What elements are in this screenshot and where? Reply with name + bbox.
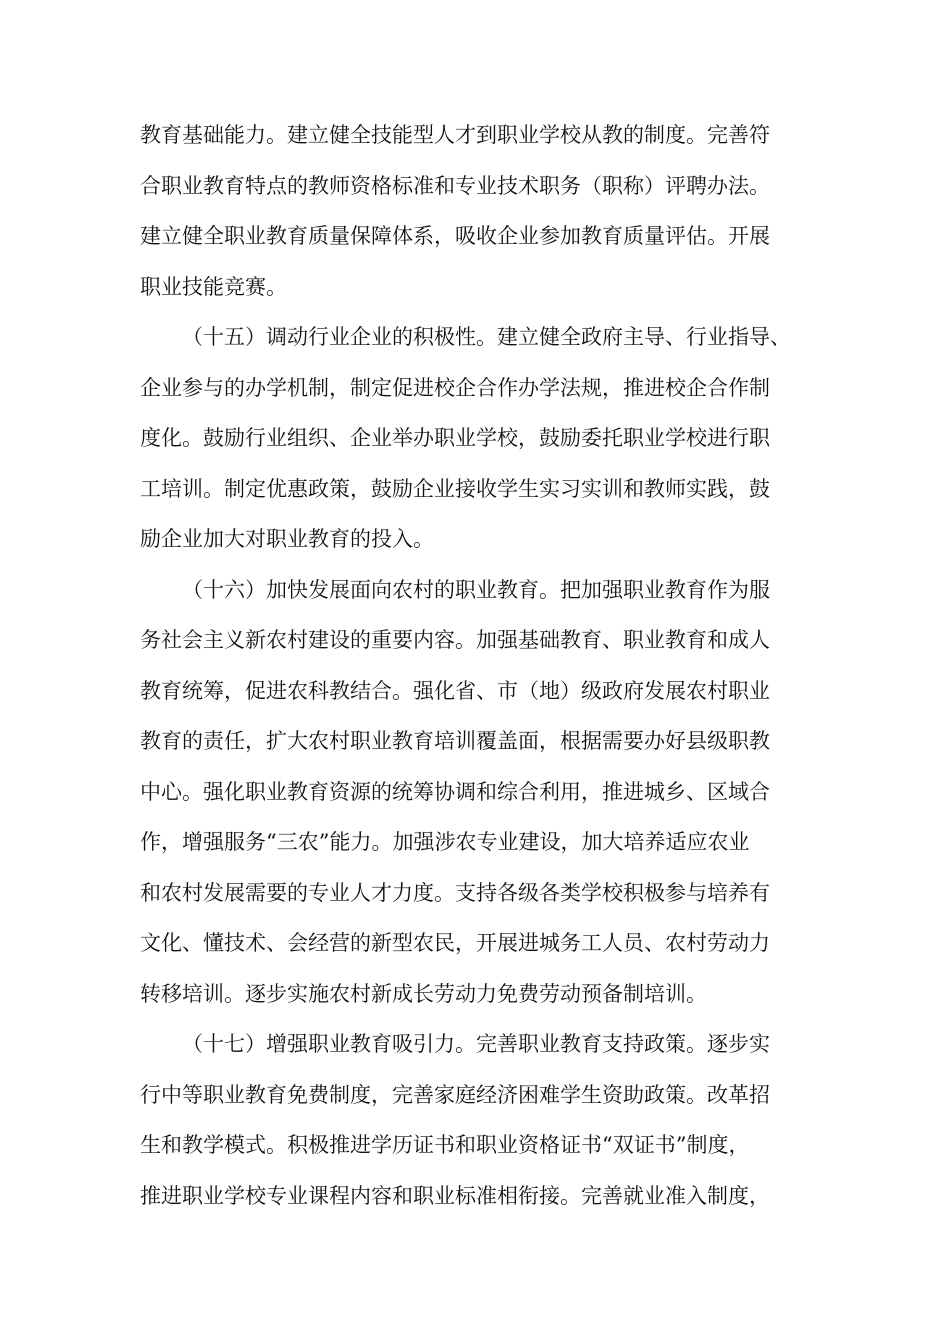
text-line: 工培训。制定优惠政策，鼓励企业接收学生实习实训和教师实践，鼓 (140, 476, 770, 501)
document-body (140, 110, 830, 1221)
paragraph-item-15 (140, 312, 830, 565)
text-line: 转移培训。逐步实施农村新成长劳动力免费劳动预备制培训。 (140, 981, 707, 1006)
text-line: 和农村发展需要的专业人才力度。支持各级各类学校积极参与培养有 (140, 880, 770, 905)
paragraph-continuation (140, 110, 830, 312)
paragraph-item-17 (140, 1019, 830, 1221)
text-line: 度化。鼓励行业组织、企业举办职业学校，鼓励委托职业学校进行职 (140, 426, 770, 450)
text-line: 教育统筹，促进农科教结合。强化省、市（地）级政府发展农村职业 (140, 678, 770, 703)
text-line: （十五）调动行业企业的积极性。建立健全政府主导、行业指导、 (182, 325, 791, 349)
text-line: 建立健全职业教育质量保障体系，吸收企业参加教育质量评估。开展 (140, 224, 770, 248)
text-line: 行中等职业教育免费制度，完善家庭经济困难学生资助政策。改革招 (140, 1082, 770, 1107)
text-line: 合职业教育特点的教师资格标准和专业技术职务（职称）评聘办法。 (140, 173, 770, 198)
text-line: 企业参与的办学机制，制定促进校企合作办学法规，推进校企合作制 (140, 375, 770, 400)
text-line: 教育基础能力。建立健全技能型人才到职业学校从教的制度。完善符 (140, 123, 770, 147)
text-line: 励企业加大对职业教育的投入。 (140, 527, 434, 551)
text-line: 务社会主义新农村建设的重要内容。加强基础教育、职业教育和成人 (140, 628, 770, 652)
text-line: （十七）增强职业教育吸引力。完善职业教育支持政策。逐步实 (182, 1032, 770, 1056)
text-line: 作，增强服务“三农”能力。加强涉农专业建设，加大培养适应农业 (140, 830, 750, 854)
text-line: 中心。强化职业教育资源的统筹协调和综合利用，推进城乡、区域合 (140, 779, 770, 804)
text-line: （十六）加快发展面向农村的职业教育。把加强职业教育作为服 (182, 577, 770, 602)
text-line: 推进职业学校专业课程内容和职业标准相衔接。完善就业准入制度， (140, 1183, 770, 1208)
text-line: 文化、懂技术、会经营的新型农民，开展进城务工人员、农村劳动力 (140, 931, 770, 955)
text-line: 职业技能竞赛。 (140, 274, 287, 299)
paragraph-item-16 (140, 565, 830, 1020)
text-line: 生和教学模式。积极推进学历证书和职业资格证书“双证书”制度， (140, 1133, 750, 1157)
text-line: 教育的责任，扩大农村职业教育培训覆盖面，根据需要办好县级职教 (140, 729, 770, 753)
